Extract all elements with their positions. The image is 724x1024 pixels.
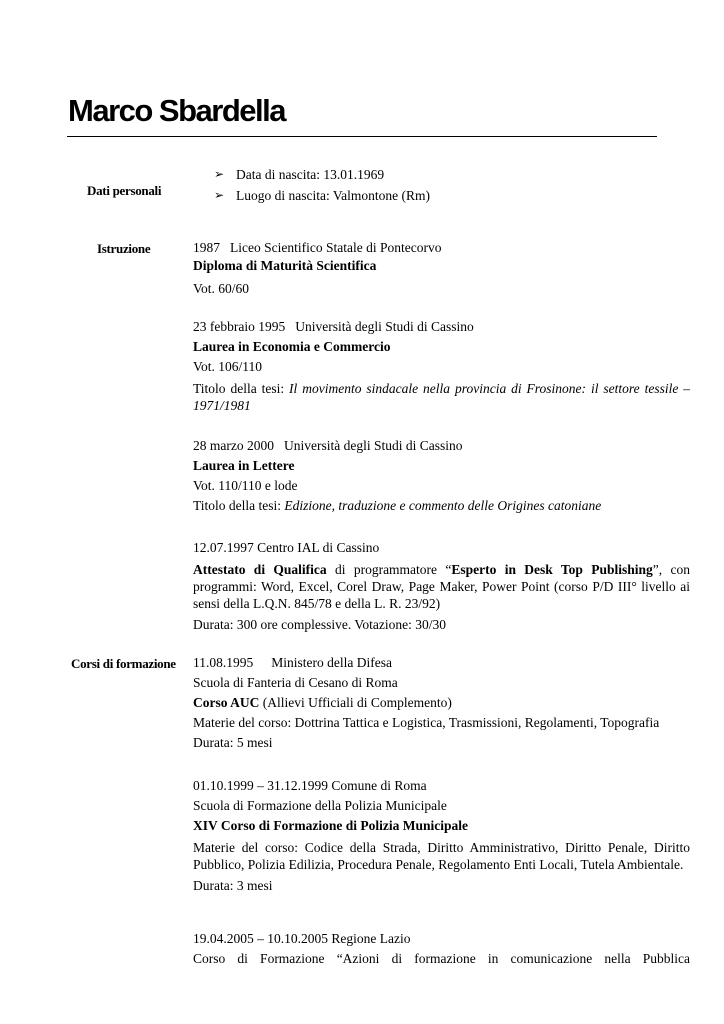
section-label-dati-personali: Dati personali [87,183,162,198]
entry-institution: Liceo Scientifico Statale di Pontecorvo [230,240,442,255]
birth-date: Data di nascita: 13.01.1969 [236,167,385,182]
arrow-bullet-icon: ➢ [214,167,225,181]
entry-school: Scuola di Fanteria di Cesano di Roma [193,675,398,690]
entry-subjects: Materie del corso: Codice della Strada, Diritto Amministrativo, Diritto Penale, Diritto Pubblico, Polizia Edilizia, Procedura Penale, Regolamento Enti Locali, Tutela Ambientale. [193,840,690,872]
entry-date: 28 marzo 2000 [193,438,274,453]
entry-regione-lazio [193,929,690,969]
entry-course: Corso di Formazione “Azioni di formazione in comunicazione nella Pubblica [193,951,690,966]
entry-date: 1987 [193,240,220,255]
entry-laurea-economia [193,317,690,414]
entry-liceo [193,238,690,299]
section-label-istruzione: Istruzione [97,241,151,256]
entry-duration: Durata: 300 ore complessive. Votazione: 30/30 [193,617,446,632]
entry-vote: Vot. 110/110 e lode [193,478,298,493]
arrow-bullet-icon: ➢ [214,188,225,202]
entry-title: XIV Corso di Formazione di Polizia Municipale [193,818,468,833]
entry-institution: Università degli Studi di Cassino [295,319,474,334]
entry-description: Attestato di Qualifica di programmatore “Esperto in Desk Top Publishing”, con programmi: Word, Excel, Corel Draw, Page Maker, Power Point (corso P/D III° livello ai sensi della L.Q.N. 845/78 e della L. R. 23/92) [193,562,690,611]
list-item [214,164,430,185]
entry-laurea-lettere [193,436,690,516]
entry-difesa: 11.08.1995 Ministero della Difesa Scuola di Fanteria di Cesano di Roma Corso AUC (Allievi Ufficiali di Complemento) Materie del corso: Dottrina Tattica e Logistica, Trasmissioni, Regolamenti, Topografia Durata: 5 mesi [193,653,690,753]
entry-header: 01.10.1999 – 31.12.1999 Comune di Roma [193,778,427,793]
entry-date: 11.08.1995 [193,655,254,670]
entry-thesis: Titolo della tesi: Edizione, traduzione e commento delle Origines catoniane [193,498,602,513]
list-item [214,185,430,206]
title-divider [67,136,657,137]
page-title: Marco Sbardella [68,93,285,128]
entry-subjects: Materie del corso: Dottrina Tattica e Logistica, Trasmissioni, Regolamenti, Topografia [193,715,660,730]
entry-vote: Vot. 106/110 [193,359,263,374]
thesis-title: Edizione, traduzione e commento delle Origines catoniane [284,498,602,513]
entry-duration: Durata: 5 mesi [193,735,273,750]
birth-place: Luogo di nascita: Valmontone (Rm) [236,188,430,203]
entry-header: 12.07.1997 Centro IAL di Cassino [193,540,380,555]
entry-vote: Vot. 60/60 [193,281,250,296]
personal-data-list [214,164,430,206]
entry-institution: Università degli Studi di Cassino [283,438,463,453]
entry-date: 23 febbraio 1995 [193,319,286,334]
entry-title: Laurea in Economia e Commercio [193,339,391,354]
entry-title: Laurea in Lettere [193,458,295,473]
entry-duration: Durata: 3 mesi [193,878,273,893]
thesis-title: Il movimento sindacale nella provincia di Frosinone: il settore tessile – 1971/1981 [193,381,690,413]
entry-school: Scuola di Formazione della Polizia Municipale [193,798,447,813]
entry-ial [193,538,690,635]
entry-header: 19.04.2005 – 10.10.2005 Regione Lazio [193,931,411,946]
entry-title: Corso AUC [193,695,260,710]
section-label-corsi: Corsi di formazione [71,656,176,671]
entry-title: Diploma di Maturità Scientifica [193,258,377,273]
entry-institution: Ministero della Difesa [271,655,392,670]
entry-polizia-municipale [193,776,690,896]
entry-thesis: Titolo della tesi: Il movimento sindacale nella provincia di Frosinone: il settore tessile – 1971/1981 [193,381,690,413]
